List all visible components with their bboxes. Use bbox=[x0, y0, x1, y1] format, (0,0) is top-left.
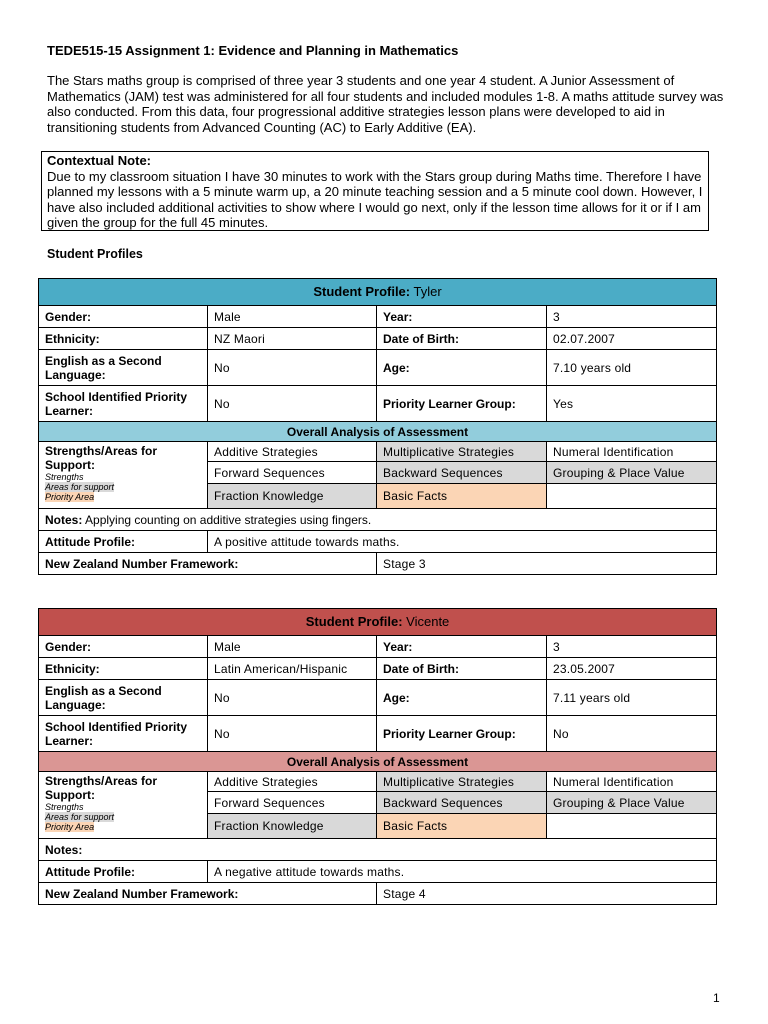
contextual-note-body: Due to my classroom situation I have 30 minutes to work with the Stars group during Maths time. Therefore I have planned my lessons with a 5 minute warm up, a 20 minute teaching session and a 5 minute cool down. However, I have also included additional activities to show where I would go next, only if the lesson time allows for it or if I am given the group for the full 45 minutes. bbox=[47, 168, 703, 231]
notes-label: Notes: bbox=[45, 842, 83, 857]
strengths-label: Strengths/Areas for Support: bbox=[45, 444, 158, 472]
empty-skill-cell bbox=[547, 814, 717, 839]
esl-row bbox=[39, 350, 717, 386]
analysis-heading: Overall Analysis of Assessment bbox=[39, 752, 717, 772]
analysis-heading: Overall Analysis of Assessment bbox=[39, 422, 717, 442]
gender-row bbox=[39, 636, 717, 658]
priority-learner-value: No bbox=[208, 386, 377, 422]
profile-label: Student Profile: bbox=[305, 614, 403, 629]
attitude-value: A negative attitude towards maths. bbox=[208, 861, 717, 883]
dob-value: 02.07.2007 bbox=[547, 328, 717, 350]
ethnicity-label: Ethnicity: bbox=[39, 328, 208, 350]
profile-header-row bbox=[39, 609, 717, 636]
ethnicity-value: Latin American/Hispanic bbox=[208, 658, 377, 680]
skill-cell: Numeral Identification bbox=[547, 772, 717, 792]
framework-label: New Zealand Number Framework: bbox=[39, 883, 377, 905]
skill-cell: Basic Facts bbox=[377, 484, 547, 509]
legend-support: Areas for support bbox=[45, 482, 115, 492]
priority-row bbox=[39, 716, 717, 752]
year-value: 3 bbox=[547, 636, 717, 658]
skill-cell: Forward Sequences bbox=[208, 792, 377, 814]
age-label: Age: bbox=[377, 680, 547, 716]
dob-label: Date of Birth: bbox=[377, 658, 547, 680]
skill-cell: Backward Sequences bbox=[377, 462, 547, 484]
notes-label: Notes: bbox=[45, 512, 83, 527]
priority-learner-label: School Identified Priority Learner: bbox=[39, 386, 208, 422]
analysis-row bbox=[39, 422, 717, 442]
contextual-note-box bbox=[41, 151, 709, 231]
skill-cell: Numeral Identification bbox=[547, 442, 717, 462]
priority-group-value: No bbox=[547, 716, 717, 752]
legend-support: Areas for support bbox=[45, 812, 115, 822]
attitude-row bbox=[39, 531, 717, 553]
esl-value: No bbox=[208, 680, 377, 716]
age-label: Age: bbox=[377, 350, 547, 386]
notes-value: Applying counting on additive strategies using fingers. bbox=[85, 512, 372, 527]
gender-value: Male bbox=[208, 306, 377, 328]
skill-cell: Fraction Knowledge bbox=[208, 814, 377, 839]
skill-cell: Additive Strategies bbox=[208, 442, 377, 462]
skill-cell: Grouping & Place Value bbox=[547, 792, 717, 814]
year-label: Year: bbox=[377, 306, 547, 328]
attitude-label: Attitude Profile: bbox=[39, 531, 208, 553]
skills-row-1 bbox=[39, 442, 717, 462]
legend-priority: Priority Area bbox=[45, 492, 95, 502]
framework-row bbox=[39, 883, 717, 905]
age-value: 7.11 years old bbox=[547, 680, 717, 716]
skill-cell: Additive Strategies bbox=[208, 772, 377, 792]
ethnicity-label: Ethnicity: bbox=[39, 658, 208, 680]
priority-group-label: Priority Learner Group: bbox=[377, 716, 547, 752]
priority-learner-label: School Identified Priority Learner: bbox=[39, 716, 208, 752]
gender-label: Gender: bbox=[39, 306, 208, 328]
intro-paragraph: The Stars maths group is comprised of three year 3 students and one year 4 student. A Junior Assessment of Mathematics (JAM) test was administered for all four students and included modules 1-8. A maths attitude survey was also conducted. From this data, four progressional additive strategies lesson plans were developed to aid in transitioning students from Advanced Counting (AC) to Early Additive (EA). bbox=[47, 73, 724, 135]
strengths-label-cell bbox=[39, 442, 208, 509]
esl-row bbox=[39, 680, 717, 716]
framework-value: Stage 3 bbox=[377, 553, 717, 575]
attitude-row bbox=[39, 861, 717, 883]
priority-row bbox=[39, 386, 717, 422]
age-value: 7.10 years old bbox=[547, 350, 717, 386]
priority-group-label: Priority Learner Group: bbox=[377, 386, 547, 422]
skill-cell: Multiplicative Strategies bbox=[377, 442, 547, 462]
skill-cell: Basic Facts bbox=[377, 814, 547, 839]
gender-row bbox=[39, 306, 717, 328]
attitude-value: A positive attitude towards maths. bbox=[208, 531, 717, 553]
esl-label: English as a Second Language: bbox=[39, 680, 208, 716]
skill-cell: Fraction Knowledge bbox=[208, 484, 377, 509]
priority-group-value: Yes bbox=[547, 386, 717, 422]
strengths-label: Strengths/Areas for Support: bbox=[45, 774, 158, 802]
student-profile-table-tyler bbox=[38, 278, 717, 575]
notes-row bbox=[39, 509, 717, 531]
student-profile-table-vicente bbox=[38, 608, 717, 905]
esl-value: No bbox=[208, 350, 377, 386]
attitude-label: Attitude Profile: bbox=[39, 861, 208, 883]
profile-label: Student Profile: bbox=[313, 284, 411, 299]
legend-strengths: Strengths bbox=[45, 802, 84, 812]
skill-cell: Grouping & Place Value bbox=[547, 462, 717, 484]
contextual-note-heading: Contextual Note: bbox=[47, 153, 151, 168]
dob-label: Date of Birth: bbox=[377, 328, 547, 350]
student-name: Vicente bbox=[406, 614, 450, 629]
document-title: TEDE515-15 Assignment 1: Evidence and Planning in Mathematics bbox=[47, 43, 459, 58]
legend-strengths: Strengths bbox=[45, 472, 84, 482]
gender-value: Male bbox=[208, 636, 377, 658]
skill-cell: Backward Sequences bbox=[377, 792, 547, 814]
strengths-label-cell bbox=[39, 772, 208, 839]
legend-priority: Priority Area bbox=[45, 822, 95, 832]
student-name: Tyler bbox=[413, 284, 442, 299]
priority-learner-value: No bbox=[208, 716, 377, 752]
gender-label: Gender: bbox=[39, 636, 208, 658]
ethnicity-row bbox=[39, 658, 717, 680]
dob-value: 23.05.2007 bbox=[547, 658, 717, 680]
student-profiles-heading: Student Profiles bbox=[47, 247, 143, 261]
framework-row bbox=[39, 553, 717, 575]
profile-header bbox=[39, 279, 717, 306]
esl-label: English as a Second Language: bbox=[39, 350, 208, 386]
notes-cell bbox=[39, 839, 717, 861]
notes-cell bbox=[39, 509, 717, 531]
ethnicity-row bbox=[39, 328, 717, 350]
ethnicity-value: NZ Maori bbox=[208, 328, 377, 350]
skill-cell: Forward Sequences bbox=[208, 462, 377, 484]
skill-cell: Multiplicative Strategies bbox=[377, 772, 547, 792]
notes-row bbox=[39, 839, 717, 861]
framework-value: Stage 4 bbox=[377, 883, 717, 905]
empty-skill-cell bbox=[547, 484, 717, 509]
analysis-row bbox=[39, 752, 717, 772]
year-value: 3 bbox=[547, 306, 717, 328]
page-number: 1 bbox=[713, 991, 720, 1005]
framework-label: New Zealand Number Framework: bbox=[39, 553, 377, 575]
skills-row-1 bbox=[39, 772, 717, 792]
profile-header bbox=[39, 609, 717, 636]
profile-header-row bbox=[39, 279, 717, 306]
year-label: Year: bbox=[377, 636, 547, 658]
